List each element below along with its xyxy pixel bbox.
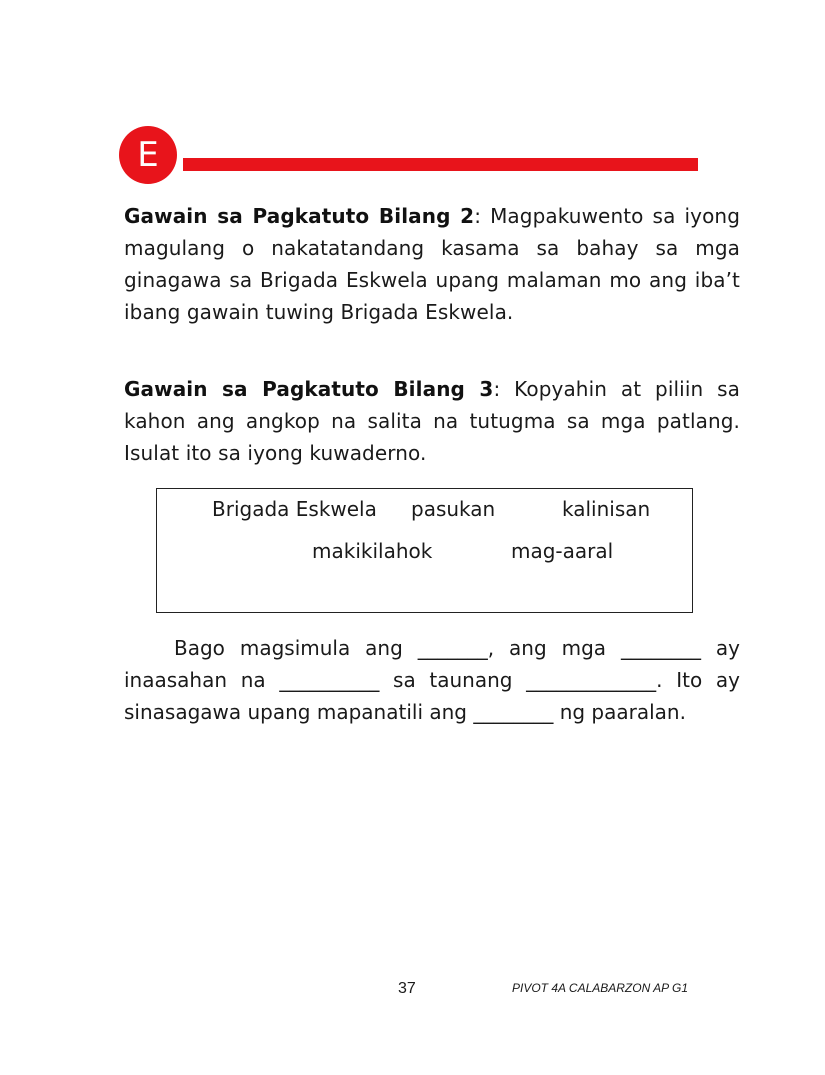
activity-3-instructions: : Kopyahin at piliin sa kahon ang angkop na salita na tutugma sa mga patlang. Isulat ito sa iyong kuwaderno. [124, 377, 740, 465]
section-letter-badge: E [119, 126, 177, 184]
activity-2-paragraph [124, 200, 740, 328]
word-choice: kalinisan [562, 497, 651, 521]
footer-title: PIVOT 4A CALABARZON AP G1 [512, 981, 689, 995]
word-choice: makikilahok [312, 539, 433, 563]
word-choice: Brigada Eskwela [212, 497, 377, 521]
page-number: 37 [398, 980, 416, 997]
word-choice: mag-aaral [511, 539, 614, 563]
activity-2-instructions: : Magpakuwento sa iyong magulang o nakatatandang kasama sa bahay sa mga ginagawa sa Brigada Eskwela upang malaman mo ang iba’t ibang gawain tuwing Brigada Eskwela. [124, 204, 740, 324]
word-choice-box [156, 488, 693, 613]
section-header-rule [183, 158, 698, 171]
activity-3-paragraph [124, 373, 740, 469]
activity-2-heading: Gawain sa Pagkatuto Bilang 2 [124, 204, 475, 228]
fill-in-the-blank-paragraph: Bago magsimula ang _______, ang mga ________ ay inaasahan na __________ sa taunang _____________. Ito ay sinasagawa upang mapanatili ang ________ ng paaralan. [124, 636, 740, 724]
activity-3-heading: Gawain sa Pagkatuto Bilang 3 [124, 377, 494, 401]
word-choice: pasukan [411, 497, 496, 521]
